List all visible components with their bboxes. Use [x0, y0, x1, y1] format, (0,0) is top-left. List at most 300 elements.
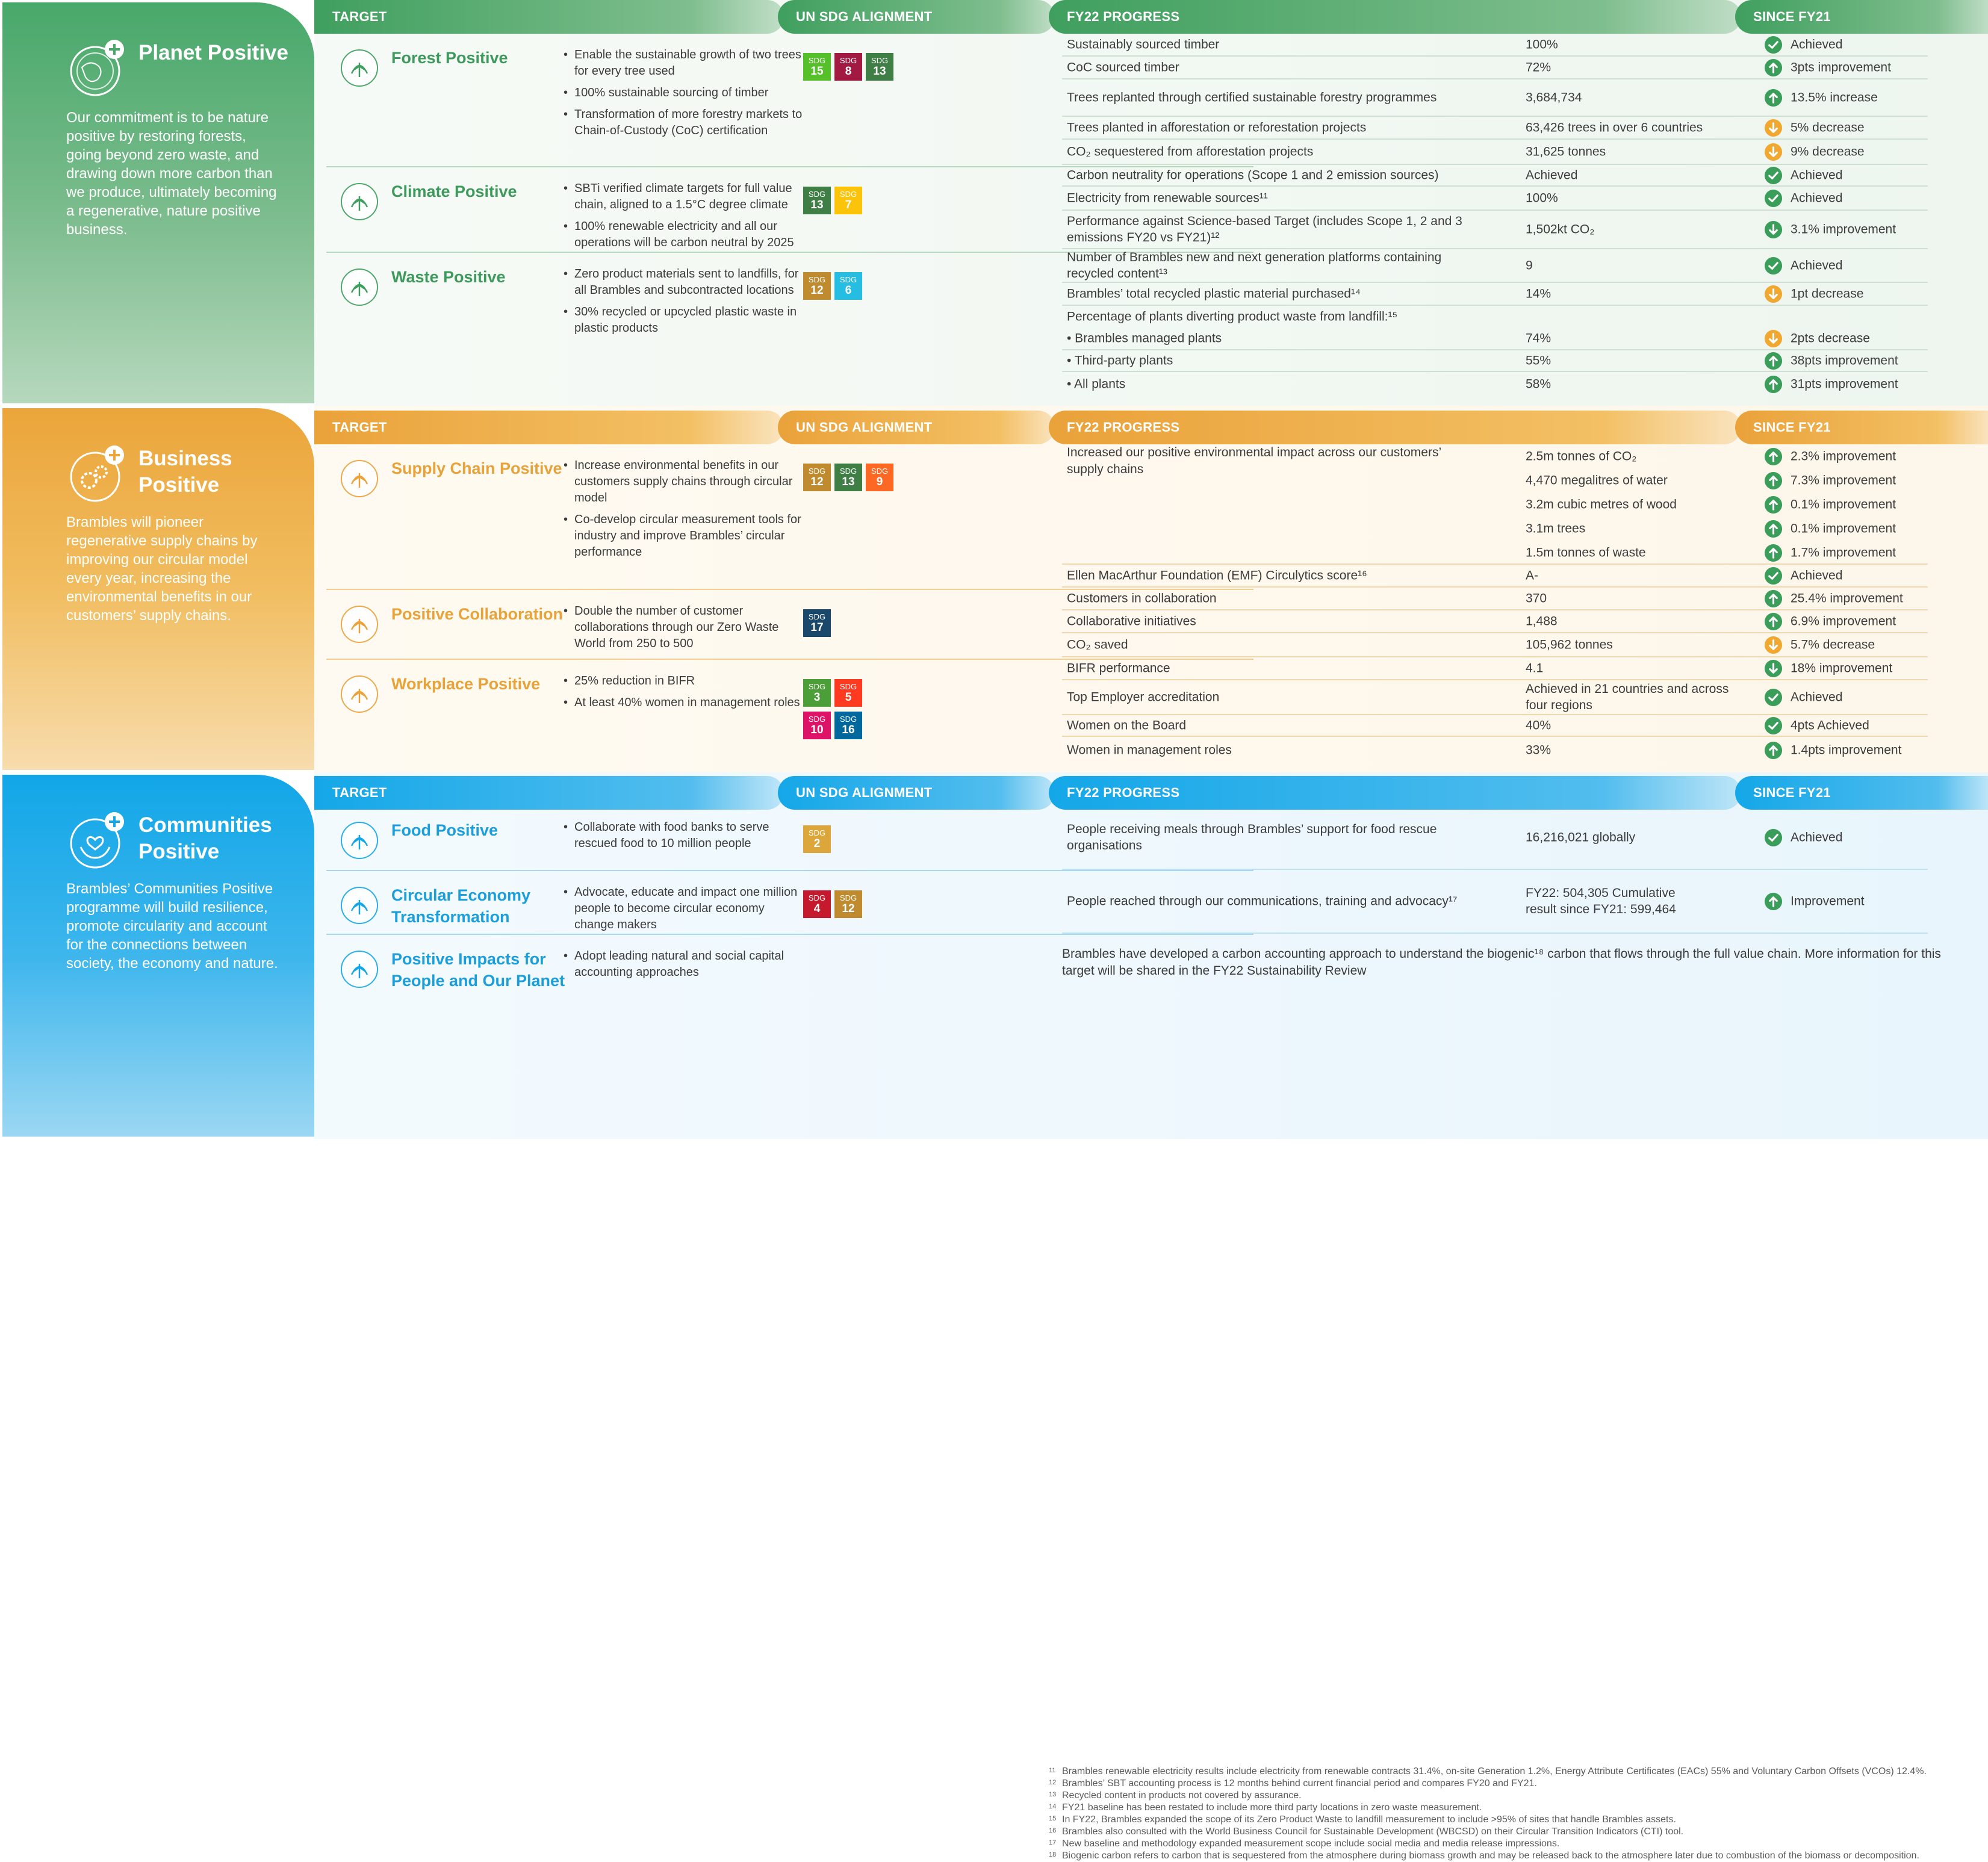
sdg-number: 9 [876, 476, 883, 488]
footnote-text: FY21 baseline has been restated to include more third party locations in zero waste measurement. [1062, 1802, 1482, 1813]
communities-description: Brambles’ Communities Positive programme will build resilience, promote circularity and account for the connections between society, the economy and nature. [66, 881, 278, 972]
progress-label: Women in management roles [1067, 743, 1232, 757]
progress-value: 63,426 trees in over 6 countries [1526, 120, 1703, 135]
since-fy21-status [1764, 286, 1945, 302]
header-progress: FY22 PROGRESS [1049, 0, 1741, 34]
since-fy21-status [1764, 893, 1945, 910]
footnote [1049, 1778, 1934, 1790]
sdg-badge [803, 825, 831, 853]
header-progress: FY22 PROGRESS [1049, 776, 1741, 810]
sdg-label: SDG [808, 275, 826, 284]
target-name: Positive Impacts for People and Our Planet [391, 950, 565, 990]
sdg-label: SDG [808, 612, 826, 621]
footnote-number: 14 [1049, 1803, 1057, 1810]
progress-row [1062, 372, 1928, 396]
progress-value: 33% [1526, 743, 1552, 757]
footnote [1049, 1766, 1934, 1778]
sdg-number: 12 [842, 902, 855, 915]
check-circle-icon [1764, 566, 1783, 585]
progress-row [1062, 680, 1928, 715]
impact-value: 1.5m tonnes of waste [1526, 545, 1646, 560]
progress-value: 3,684,734 [1526, 90, 1582, 105]
since-text: Achieved [1791, 191, 1843, 205]
target-bullet: • Increase environmental benefits in our customers supply chains through circular model [562, 458, 803, 506]
progress-label: Sustainably sourced timber [1067, 37, 1220, 52]
sdg-badges [803, 609, 924, 642]
progress-value: 4.1 [1526, 661, 1544, 675]
since-fy21-status [1764, 90, 1945, 106]
header-sdg: UN SDG ALIGNMENT [778, 411, 1055, 444]
target-bullets [562, 884, 803, 939]
since-text: Achieved [1791, 690, 1843, 704]
tree-icon [340, 48, 379, 88]
planet-panel [2, 2, 314, 403]
sdg-number: 13 [873, 65, 886, 78]
check-circle-icon [1764, 36, 1783, 54]
food-hands-icon [340, 821, 379, 860]
header-since: SINCE FY21 [1735, 776, 1988, 810]
sdg-badge [834, 272, 862, 300]
arrow-up-circle-icon [1764, 495, 1783, 514]
sdg-label: SDG [839, 893, 857, 902]
impact-value: 4,470 megalitres of water [1526, 473, 1668, 488]
since-text: 9% decrease [1791, 144, 1865, 159]
sdg-number: 7 [845, 199, 852, 211]
footnote-text: New baseline and methodology expanded measurement scope include social media and media release impressions. [1062, 1839, 1560, 1849]
progress-row [1062, 34, 1928, 57]
since-text: 38pts improvement [1791, 353, 1898, 368]
sdg-number: 3 [813, 691, 821, 704]
sdg-badges [803, 679, 924, 744]
target-bullet: • Enable the sustainable growth of two trees for every tree used [562, 47, 803, 79]
progress-row [1062, 117, 1928, 140]
biogenic-carbon-note: Brambles have developed a carbon accounting approach to understand the biogenic¹⁸ carbon that flows through the full value chain. More information for this target will be shared in the FY22 Sustainability Review [1062, 947, 1941, 978]
progress-row [1062, 57, 1928, 79]
sdg-badge [803, 187, 831, 214]
since-fy21-status [1764, 613, 1945, 630]
progress-value: 1,488 [1526, 614, 1558, 628]
hands-heart-plus-icon [64, 810, 126, 872]
target-bullet: • Advocate, educate and impact one million people to become circular economy change makers [562, 884, 803, 933]
progress-label: Electricity from renewable sources¹¹ [1067, 191, 1268, 205]
sdg-badge [803, 609, 831, 637]
sdg-number: 13 [842, 476, 855, 488]
footnote [1049, 1850, 1934, 1862]
sdg-badges [803, 825, 924, 858]
target-name: Workplace Positive [391, 675, 541, 693]
sdg-number: 5 [845, 691, 852, 704]
since-text: 31pts improvement [1791, 377, 1898, 391]
footnote-number: 16 [1049, 1827, 1057, 1834]
footnote [1049, 1826, 1934, 1838]
target-bullets [562, 819, 803, 857]
sdg-badge [834, 464, 862, 491]
sdg-label: SDG [808, 467, 826, 476]
since-fy21-status [1764, 568, 1945, 584]
progress-row [1062, 565, 1928, 588]
progress-value: 74% [1526, 331, 1552, 346]
progress-label: Carbon neutrality for operations (Scope 1 and 2 emission sources) [1067, 168, 1439, 182]
target-bullets [562, 948, 803, 986]
progress-label: CO₂ sequestered from afforestation projects [1067, 144, 1314, 159]
progress-row [1062, 165, 1928, 187]
progress-value: 16,216,021 globally [1526, 830, 1636, 845]
progress-value: 100% [1526, 191, 1558, 205]
sdg-badge [834, 53, 862, 81]
impact-value: 3.1m trees [1526, 521, 1586, 536]
footnote-text: Recycled content in products not covered by assurance. [1062, 1790, 1302, 1801]
header-sdg: UN SDG ALIGNMENT [778, 776, 1055, 810]
sdg-badge [803, 53, 831, 81]
target-name: Forest Positive [391, 49, 508, 67]
progress-row [1062, 870, 1928, 934]
arrow-up-circle-icon [1764, 892, 1783, 911]
progress-row [1062, 806, 1928, 870]
progress-value: 100% [1526, 37, 1558, 52]
target-bullet: • Co-develop circular measurement tools for industry and improve Brambles’ circular performance [562, 512, 803, 560]
since-text: 5% decrease [1791, 120, 1865, 135]
impact-row [1526, 444, 1928, 468]
sdg-badge [803, 890, 831, 918]
progress-label: Women on the Board [1067, 718, 1187, 733]
footnote-text: Biogenic carbon refers to carbon that is sequestered from the atmosphere during biomass growth and may be released back to the atmosphere later due to combustion of the biomass or decomposition. [1062, 1851, 1919, 1861]
since-text: Achieved [1791, 168, 1843, 182]
since-fy21-status [1764, 37, 1945, 53]
since-text: 3pts improvement [1791, 60, 1891, 75]
since-fy21-status [1764, 60, 1945, 76]
sdg-badges [803, 187, 924, 219]
since-text: 1pt decrease [1791, 287, 1864, 301]
business-table [314, 406, 1988, 772]
progress-row [1062, 283, 1928, 306]
sdg-label: SDG [808, 828, 826, 837]
progress-row [1062, 633, 1928, 657]
progress-value: Achieved in 21 countries and across four regions [1526, 682, 1729, 712]
arrow-up-circle-icon [1764, 544, 1783, 562]
since-text: Achieved [1791, 258, 1843, 273]
since-fy21-status [1764, 689, 1945, 706]
planet-positive-section [0, 0, 1988, 406]
target-bullets [562, 673, 803, 716]
impact-row [1526, 517, 1928, 541]
progress-value: A- [1526, 568, 1538, 583]
progress-value: 370 [1526, 591, 1547, 606]
sdg-badge [834, 712, 862, 739]
sdg-label: SDG [839, 682, 857, 691]
footnote-text: In FY22, Brambles expanded the scope of its Zero Product Waste to landfill measurement to include >95% of sites that handle Brambles assets. [1062, 1814, 1676, 1825]
since-fy21-status [1764, 742, 1945, 759]
sdg-badge [803, 272, 831, 300]
progress-label: CoC sourced timber [1067, 60, 1179, 75]
progress-label: People receiving meals through Brambles’ support for food rescue organisations [1067, 822, 1437, 852]
sdg-label: SDG [808, 190, 826, 199]
footnote-number: 17 [1049, 1839, 1057, 1846]
planet-table [314, 0, 1988, 406]
arrow-down-circle-icon [1764, 285, 1783, 303]
footnotes [1049, 1766, 1934, 1862]
arrow-down-circle-icon [1764, 119, 1783, 137]
since-text: 4pts Achieved [1791, 718, 1869, 733]
header-target: TARGET [314, 0, 784, 34]
progress-row [1062, 187, 1928, 211]
since-fy21-status [1764, 331, 1945, 347]
target-bullets [562, 603, 803, 657]
since-text: 13.5% increase [1791, 90, 1878, 105]
header-since: SINCE FY21 [1735, 0, 1988, 34]
progress-label: Number of Brambles new and next generation platforms containing recycled content¹³ [1067, 250, 1442, 281]
footnote [1049, 1814, 1934, 1826]
arrow-down-circle-icon [1764, 659, 1783, 678]
handshake-icon [340, 604, 379, 644]
since-text: 0.1% improvement [1791, 497, 1896, 512]
since-fy21-status [1764, 830, 1945, 846]
impact-value: 2.5m tonnes of CO₂ [1526, 449, 1637, 464]
since-text: 1.7% improvement [1791, 545, 1896, 560]
footnote [1049, 1802, 1934, 1814]
sdg-label: SDG [808, 682, 826, 691]
header-progress: FY22 PROGRESS [1049, 411, 1741, 444]
arrow-up-circle-icon [1764, 741, 1783, 760]
check-circle-icon [1764, 189, 1783, 208]
target-name: Supply Chain Positive [391, 459, 562, 477]
sdg-badge [803, 679, 831, 707]
since-fy21-status [1764, 448, 1945, 465]
arrow-up-circle-icon [1764, 352, 1783, 370]
gears-plus-icon [64, 443, 126, 506]
divider-line [1062, 560, 1928, 565]
sdg-badge [834, 679, 862, 707]
target-bullets [562, 266, 803, 342]
footnote-number: 12 [1049, 1779, 1057, 1786]
since-fy21-status [1764, 637, 1945, 653]
impact-row [1526, 468, 1928, 492]
progress-value: 58% [1526, 377, 1552, 391]
communities-positive-section [0, 772, 1988, 1861]
since-text: Improvement [1791, 894, 1865, 908]
progress-label: People reached through our communications, training and advocacy¹⁷ [1067, 894, 1458, 908]
header-sdg: UN SDG ALIGNMENT [778, 0, 1055, 34]
since-fy21-status [1764, 591, 1945, 607]
progress-value: FY22: 504,305 Cumulative result since FY21: 599,464 [1526, 886, 1676, 916]
footnote [1049, 1838, 1934, 1850]
arrow-up-circle-icon [1764, 58, 1783, 77]
target-bullets [562, 47, 803, 144]
progress-value: 9 [1526, 258, 1533, 273]
progress-row [1062, 610, 1928, 633]
target-bullet: • Collaborate with food banks to serve rescued food to 10 million people [562, 819, 803, 852]
progress-label: Ellen MacArthur Foundation (EMF) Circulytics score¹⁶ [1067, 568, 1367, 583]
check-circle-icon [1764, 166, 1783, 185]
sdg-badge [803, 712, 831, 739]
target-name: Positive Collaboration [391, 605, 564, 623]
sdg-badges [803, 464, 924, 496]
workplace-icon [340, 674, 379, 714]
progress-row [1062, 306, 1928, 327]
since-text: 25.4% improvement [1791, 591, 1903, 606]
footnote-number: 13 [1049, 1791, 1057, 1798]
since-text: Achieved [1791, 830, 1843, 845]
business-description: Brambles will pioneer regenerative supply chains by improving our circular model every year, increasing the environmental benefits in our customers’ supply chains. [66, 514, 258, 624]
progress-label: • Third-party plants [1067, 353, 1173, 368]
progress-value: 72% [1526, 60, 1552, 75]
target-bullet: • Transformation of more forestry markets to Chain-of-Custody (CoC) certification [562, 107, 803, 139]
sdg-badge [803, 464, 831, 491]
footnote [1049, 1790, 1934, 1802]
since-text: 3.1% improvement [1791, 222, 1896, 237]
footnote-text: Brambles also consulted with the World Business Council for Sustainable Development (WBCSD) on their Circular Transition Indicators (CTI) tool. [1062, 1826, 1684, 1837]
since-fy21-status [1764, 258, 1945, 274]
since-text: 7.3% improvement [1791, 473, 1896, 488]
since-text: 1.4pts improvement [1791, 743, 1902, 757]
sdg-badge [866, 53, 893, 81]
impact-row [1526, 492, 1928, 517]
since-text: 18% improvement [1791, 661, 1893, 675]
arrow-up-circle-icon [1764, 471, 1783, 490]
sdg-number: 15 [810, 65, 824, 78]
progress-row [1062, 588, 1928, 610]
since-fy21-status [1764, 353, 1945, 369]
sdg-number: 12 [810, 284, 824, 297]
progress-row [1062, 350, 1928, 372]
sdg-badge [834, 187, 862, 214]
since-fy21-status [1764, 144, 1945, 160]
arrow-down-circle-icon [1764, 143, 1783, 161]
sdg-label: SDG [839, 190, 857, 199]
since-fy21-status [1764, 718, 1945, 734]
supply-chain-icon [340, 459, 379, 498]
since-text: Achieved [1791, 568, 1843, 583]
sdg-label: SDG [808, 56, 826, 65]
progress-value: 31,625 tonnes [1526, 144, 1606, 159]
check-circle-icon [1764, 688, 1783, 707]
sdg-badge [834, 890, 862, 918]
progress-label: Collaborative initiatives [1067, 614, 1196, 628]
since-fy21-status [1764, 521, 1945, 537]
globe-plus-icon [64, 37, 126, 100]
target-bullet: • Adopt leading natural and social capital accounting approaches [562, 948, 803, 981]
communities-title: Communities Positive [138, 813, 272, 863]
communities-table [314, 772, 1988, 1139]
progress-row [1062, 737, 1928, 763]
planet-description: Our commitment is to be nature positive by restoring forests, going beyond zero waste, and drawing down more carbon than we produce, ultimately becoming a regenerative, nature positive business. [66, 110, 277, 238]
target-bullet: • Double the number of customer collaborations through our Zero Waste World from 250 to 500 [562, 603, 803, 652]
since-fy21-status [1764, 497, 1945, 513]
footnote-number: 15 [1049, 1815, 1057, 1822]
since-fy21-status [1764, 473, 1945, 489]
arrow-down-circle-icon [1764, 329, 1783, 348]
arrow-up-circle-icon [1764, 88, 1783, 107]
since-fy21-status [1764, 222, 1945, 238]
since-text: 2pts decrease [1791, 331, 1870, 346]
target-name: Food Positive [391, 821, 499, 839]
sdg-number: 12 [810, 476, 824, 488]
progress-row [1062, 715, 1928, 737]
since-text: 5.7% decrease [1791, 638, 1875, 652]
progress-row [1062, 327, 1928, 350]
sdg-number: 13 [810, 199, 824, 211]
target-bullet: • 30% recycled or upcycled plastic waste in plastic products [562, 304, 803, 337]
arrow-up-circle-icon [1764, 520, 1783, 538]
progress-value: 40% [1526, 718, 1552, 733]
since-text: Achieved [1791, 37, 1843, 52]
sdg-number: 10 [810, 724, 824, 736]
sdg-number: 6 [845, 284, 852, 297]
business-panel [2, 408, 314, 770]
sdg-label: SDG [839, 56, 857, 65]
footnote-number: 11 [1049, 1767, 1056, 1774]
progress-label: Percentage of plants diverting product waste from landfill:¹⁵ [1067, 309, 1398, 324]
progress-label: • All plants [1067, 377, 1126, 391]
progress-label: BIFR performance [1067, 661, 1170, 675]
target-bullets [562, 181, 803, 256]
footnote-text: Brambles’ SBT accounting process is 12 months behind current financial period and compares FY20 and FY21. [1062, 1778, 1537, 1789]
progress-value: 1,502kt CO₂ [1526, 222, 1595, 237]
business-title: Business Positive [138, 447, 232, 497]
footnote-number: 18 [1049, 1851, 1057, 1858]
footnote-text: Brambles renewable electricity results include electricity from renewable contracts 31.4%, on-site Generation 1.2%, Energy Attribute Certificates (EACs) 55% and Voluntary Carbon Offsets (VCOs) 12.4%. [1062, 1766, 1927, 1777]
business-positive-section [0, 406, 1988, 772]
circular-icon [340, 886, 379, 925]
sdg-label: SDG [871, 467, 889, 476]
target-bullets [562, 458, 803, 566]
sdg-label: SDG [871, 56, 889, 65]
check-circle-icon [1764, 828, 1783, 847]
target-bullet: • Zero product materials sent to landfills, for all Brambles and subcontracted locations [562, 266, 803, 299]
target-bullet: • 25% reduction in BIFR [562, 673, 803, 689]
since-fy21-status [1764, 120, 1945, 136]
header-target: TARGET [314, 411, 784, 444]
target-name: Waste Positive [391, 268, 506, 286]
since-fy21-status [1764, 545, 1945, 561]
co2-cloud-icon [340, 182, 379, 222]
progress-row [1062, 140, 1928, 165]
arrow-up-circle-icon [1764, 612, 1783, 631]
sdg-badges [803, 53, 924, 85]
target-bullet: • 100% sustainable sourcing of timber [562, 85, 803, 101]
sdg-badges [803, 272, 924, 305]
sdg-number: 8 [845, 65, 852, 78]
progress-value: 14% [1526, 287, 1552, 301]
arrow-up-circle-icon [1764, 375, 1783, 394]
progress-value: Achieved [1526, 168, 1578, 182]
progress-label: • Brambles managed plants [1067, 331, 1222, 346]
people-planet-icon [340, 949, 379, 989]
header-since: SINCE FY21 [1735, 411, 1988, 444]
target-bullet: • SBTi verified climate targets for full value chain, aligned to a 1.5°C degree climate [562, 181, 803, 213]
header-target: TARGET [314, 776, 784, 810]
check-circle-icon [1764, 256, 1783, 275]
planet-title: Planet Positive [138, 41, 288, 64]
since-text: 0.1% improvement [1791, 521, 1896, 536]
communities-panel [2, 775, 314, 1137]
sdg-number: 2 [813, 837, 821, 850]
impact-value: 3.2m cubic metres of wood [1526, 497, 1677, 512]
supply-chain-impact-label: Increased our positive environmental impact across our customers’ supply chains [1067, 445, 1441, 476]
sdg-label: SDG [839, 467, 857, 476]
target-name: Climate Positive [391, 182, 517, 200]
sdg-label: SDG [808, 715, 826, 724]
arrow-up-circle-icon [1764, 447, 1783, 466]
since-text: 6.9% improvement [1791, 614, 1896, 628]
sdg-label: SDG [839, 275, 857, 284]
sdg-label: SDG [808, 893, 826, 902]
progress-value: 55% [1526, 353, 1552, 368]
progress-label: Brambles’ total recycled plastic material purchased¹⁴ [1067, 287, 1361, 301]
progress-row [1062, 657, 1928, 680]
sdg-number: 4 [813, 902, 821, 915]
sdg-badges [803, 890, 924, 923]
since-fy21-status [1764, 660, 1945, 677]
